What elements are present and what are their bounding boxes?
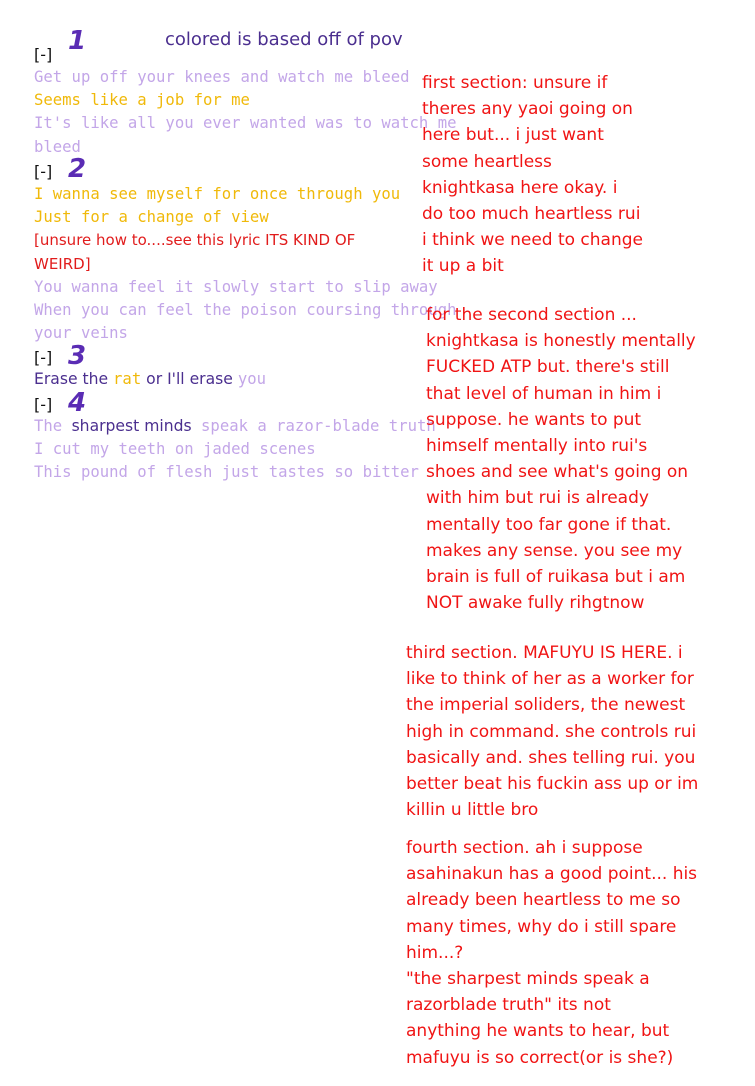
note-line: mentally too far gone if that. [426, 514, 672, 535]
lyric-fragment: rat [113, 370, 142, 388]
note-line: the imperial soliders, the newest [406, 695, 686, 716]
note-section-3 [406, 640, 698, 823]
note-line: high in command. she controls rui [406, 721, 697, 742]
lyric-line: When you can feel the poison coursing through [34, 301, 457, 320]
lyric-line [34, 415, 436, 438]
note-line: better beat his fuckin ass up or im [406, 774, 699, 795]
lyric-fragment: Erase the [34, 370, 114, 388]
note-line: that level of human in him i [426, 383, 662, 404]
note-line: here but... i just want [422, 125, 604, 146]
pov-color-note: colored is based off of pov [165, 29, 403, 50]
note-line: fourth section. ah i suppose [406, 838, 643, 858]
section-bracket: [-] [34, 348, 53, 367]
note-line: makes any sense. you see my [426, 540, 683, 561]
lyric-line: You wanna feel it slowly start to slip away [34, 277, 438, 296]
section-number: 4 [68, 388, 87, 418]
lyric-fragment: The [34, 417, 72, 435]
note-line: razorblade truth" its not [406, 995, 611, 1016]
note-line: shoes and see what's going on [426, 462, 689, 483]
note-line: knightkasa is honestly mentally [426, 331, 696, 352]
lyric-line: bleed [34, 137, 81, 156]
section-number: 3 [68, 341, 87, 371]
note-line: brain is full of ruikasa but i am [426, 567, 686, 588]
section-bracket: [-] [34, 395, 53, 414]
note-section-4 [406, 835, 697, 1071]
lyric-line: Get up off your knees and watch me bleed [34, 68, 410, 86]
lyric-line: I wanna see myself for once through you [34, 185, 401, 203]
note-line: basically and. shes telling rui. you [406, 747, 696, 768]
note-line: knightkasa here okay. i [422, 177, 618, 198]
lyric-line: This pound of flesh just tastes so bitter [34, 463, 419, 482]
lyric-fragment: or I'll erase [141, 370, 238, 388]
section-number: 1 [68, 26, 87, 56]
note-line: anything he wants to hear, but [406, 1021, 670, 1042]
section-bracket: [-] [34, 45, 53, 64]
note-line: theres any yaoi going on [422, 99, 633, 120]
lyric-line: It's like all you ever wanted was to watch me [34, 114, 457, 133]
note-line: for the second section ... [426, 305, 637, 325]
note-line: asahinakun has a good point... his [406, 864, 698, 885]
note-line: killin u little bro [406, 800, 539, 821]
lyric-fragment: sharpest minds [71, 417, 192, 435]
note-line: it up a bit [422, 256, 504, 277]
note-line: some heartless [422, 151, 552, 172]
section-bracket: [-] [34, 162, 53, 181]
note-section-1 [422, 70, 643, 280]
lyric-fragment: you [237, 370, 266, 388]
note-line: already been heartless to me so [406, 890, 681, 911]
note-line: do too much heartless rui [422, 204, 641, 225]
note-line: with him but rui is already [426, 488, 649, 509]
lyric-note: WEIRD] [34, 254, 91, 273]
note-line: many times, why do i still spare [406, 916, 677, 937]
note-line: mafuyu is so correct(or is she?) [406, 1047, 674, 1068]
section-number: 2 [68, 154, 87, 184]
note-line: himself mentally into rui's [426, 436, 648, 457]
lyric-line: Just for a change of view [34, 208, 269, 227]
lyric-line: your veins [34, 324, 128, 343]
note-line: third section. MAFUYU IS HERE. i [406, 643, 683, 663]
note-line: him...? [406, 942, 464, 963]
note-section-2 [426, 302, 696, 616]
lyric-note: [unsure how to....see this lyric ITS KIND OF [34, 231, 356, 250]
lyric-line: Seems like a job for me [34, 91, 250, 110]
note-line: first section: unsure if [422, 73, 608, 93]
note-line: "the sharpest minds speak a [406, 969, 650, 990]
note-line: i think we need to change [422, 230, 643, 251]
lyric-fragment: speak a razor-blade truth [191, 417, 436, 435]
note-line: suppose. he wants to put [426, 409, 642, 430]
note-line: FUCKED ATP but. there's still [426, 357, 670, 378]
lyric-line: I cut my teeth on jaded scenes [34, 440, 316, 459]
note-line: NOT awake fully rihgtnow [426, 593, 645, 614]
note-line: like to think of her as a worker for [406, 669, 694, 690]
